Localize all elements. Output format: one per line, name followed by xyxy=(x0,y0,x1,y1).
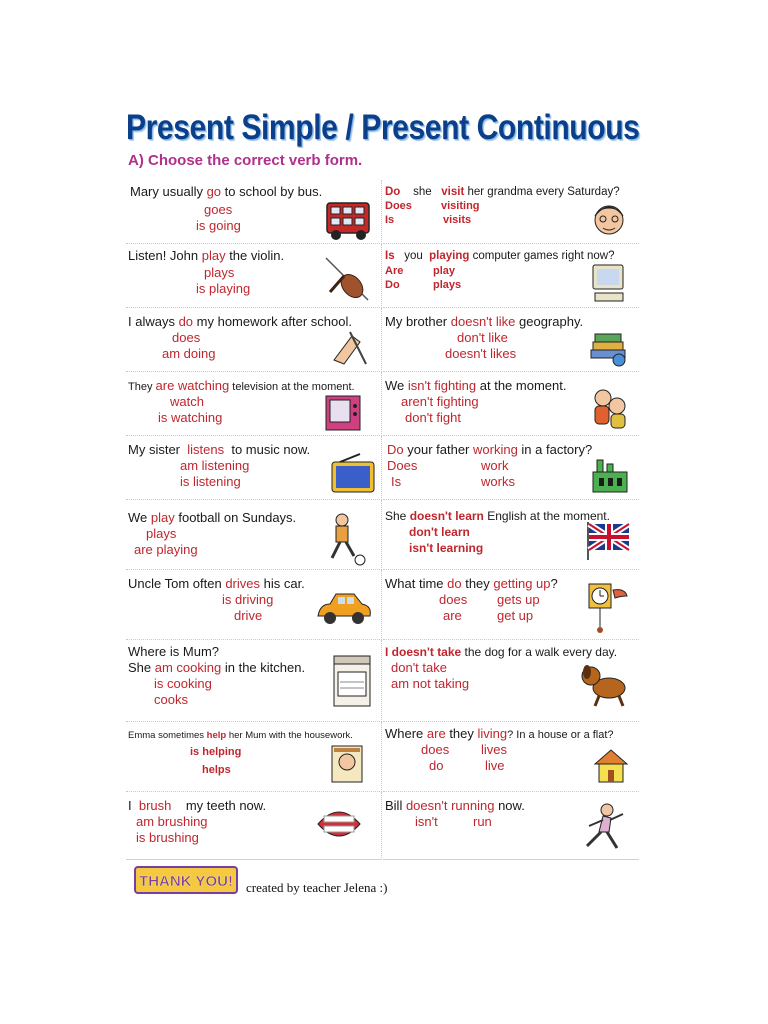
option: get up xyxy=(497,608,534,623)
exercise-grid xyxy=(126,180,640,860)
option: do xyxy=(429,758,444,773)
exercise-item-10 xyxy=(383,436,639,500)
sentence: I brush my teeth now. xyxy=(128,798,267,813)
option: plays xyxy=(433,279,462,291)
sentence-line-1: Where is Mum? xyxy=(128,644,220,659)
option: don't learn xyxy=(409,525,470,539)
exercise-item-20 xyxy=(383,792,639,860)
option: are xyxy=(443,608,462,623)
option: helps xyxy=(202,764,231,776)
clock-icon xyxy=(577,578,631,636)
option: cooks xyxy=(154,692,188,707)
fighting-kids-icon xyxy=(589,386,631,430)
option: does xyxy=(421,742,450,757)
option: Do xyxy=(385,279,400,291)
exercise-item-12 xyxy=(383,500,639,570)
sentence: Bill doesn't running now. xyxy=(385,798,525,813)
sentence: I doesn't take the dog for a walk every day. xyxy=(385,645,618,659)
option: don't take xyxy=(391,660,447,675)
teeth-icon xyxy=(314,804,364,844)
option: am brushing xyxy=(136,814,208,829)
option: isn't learning xyxy=(409,541,484,555)
option: live xyxy=(485,758,505,773)
car-icon xyxy=(314,588,374,630)
sentence: Do she visit her grandma every Saturday? xyxy=(385,186,620,198)
sentence: We isn't fighting at the moment. xyxy=(385,378,567,393)
option: goes xyxy=(204,202,233,217)
option: visiting xyxy=(441,200,480,212)
option: Are xyxy=(385,265,404,277)
option: doesn't likes xyxy=(445,346,517,361)
computer-icon xyxy=(589,262,629,304)
exercise-item-13 xyxy=(126,570,382,640)
option: does xyxy=(439,592,468,607)
grandma-icon xyxy=(589,198,629,242)
option: works xyxy=(481,474,515,489)
exercise-item-16 xyxy=(383,640,639,722)
option: Does xyxy=(387,458,418,473)
exercise-item-3 xyxy=(126,244,382,308)
option: don't fight xyxy=(405,410,461,425)
option: Is xyxy=(391,474,402,489)
books-icon xyxy=(587,330,629,368)
option: plays xyxy=(146,526,177,541)
exercise-item-6 xyxy=(383,308,639,372)
sentence: Is you playing computer games right now? xyxy=(385,250,615,262)
page-title: Present Simple / Present Continuous xyxy=(126,108,640,147)
option: is watching xyxy=(158,410,223,425)
writing-hand-icon xyxy=(330,330,370,368)
option: is playing xyxy=(196,281,251,296)
option: aren't fighting xyxy=(401,394,479,409)
exercise-item-9 xyxy=(126,436,382,500)
washing-icon xyxy=(330,744,364,784)
sentence: My brother doesn't like geography. xyxy=(385,314,584,329)
sentence: She doesn't learn English at the moment. xyxy=(385,509,610,523)
exercise-item-15 xyxy=(126,640,382,722)
exercise-item-11 xyxy=(126,500,382,570)
stove-icon xyxy=(330,654,374,710)
sentence: We play football on Sundays. xyxy=(128,510,297,525)
svg-text:THANK YOU!: THANK YOU! xyxy=(139,873,233,890)
option: play xyxy=(433,265,456,277)
option: is brushing xyxy=(136,830,199,845)
option: am not taking xyxy=(391,676,470,691)
factory-icon xyxy=(591,456,629,494)
sentence: Uncle Tom often drives his car. xyxy=(128,576,305,591)
option: is going xyxy=(196,218,241,233)
television-icon xyxy=(324,394,362,434)
option: don't like xyxy=(457,330,508,345)
option: run xyxy=(473,814,492,829)
exercise-item-2 xyxy=(383,180,639,244)
thank-you-logo xyxy=(134,866,238,896)
bus-icon xyxy=(324,198,374,242)
violin-icon xyxy=(322,254,372,304)
option: lives xyxy=(481,742,508,757)
option: is helping xyxy=(190,746,242,758)
option: work xyxy=(481,458,509,473)
exercise-item-17 xyxy=(126,722,382,792)
football-player-icon xyxy=(322,512,368,568)
sentence: Do your father working in a factory? xyxy=(387,442,593,457)
exercise-item-4 xyxy=(383,244,639,308)
sentence: Mary usually go to school by bus. xyxy=(130,184,323,199)
sentence: My sister listens to music now. xyxy=(128,442,311,457)
house-icon xyxy=(593,748,629,784)
option: is listening xyxy=(180,474,241,489)
sentence: She am cooking in the kitchen. xyxy=(128,660,306,675)
sentence: Where are they living? In a house or a flat? xyxy=(385,726,614,741)
exercise-item-19 xyxy=(126,792,382,860)
exercise-item-7 xyxy=(126,372,382,436)
option: am listening xyxy=(180,458,250,473)
sentence: They are watching television at the moment. xyxy=(128,378,355,393)
option: is cooking xyxy=(154,676,212,691)
option: Does xyxy=(385,200,412,212)
exercise-item-8 xyxy=(383,372,639,436)
instruction-heading: A) Choose the correct verb form. xyxy=(128,152,363,169)
sentence: I always do my homework after school. xyxy=(128,314,352,329)
option: does xyxy=(172,330,201,345)
exercise-item-18 xyxy=(383,722,639,792)
running-boy-icon xyxy=(575,802,629,854)
dog-icon xyxy=(579,658,631,708)
uk-flag-icon xyxy=(585,520,631,560)
exercise-item-14 xyxy=(383,570,639,640)
sentence: Listen! John play the violin. xyxy=(128,248,285,263)
option: gets up xyxy=(497,592,540,607)
exercise-item-5 xyxy=(126,308,382,372)
option: are playing xyxy=(134,542,198,557)
radio-icon xyxy=(330,452,376,496)
option: visits xyxy=(443,214,472,226)
option: isn't xyxy=(415,814,438,829)
sentence: Emma sometimes help her Mum with the housework. xyxy=(128,730,353,741)
option: is driving xyxy=(222,592,274,607)
option: Is xyxy=(385,214,395,226)
option: plays xyxy=(204,265,235,280)
option: am doing xyxy=(162,346,216,361)
option: drive xyxy=(234,608,263,623)
exercise-item-1 xyxy=(126,180,382,244)
option: watch xyxy=(170,394,204,409)
author-credit: created by teacher Jelena :) xyxy=(246,880,388,895)
sentence: What time do they getting up? xyxy=(385,576,558,591)
